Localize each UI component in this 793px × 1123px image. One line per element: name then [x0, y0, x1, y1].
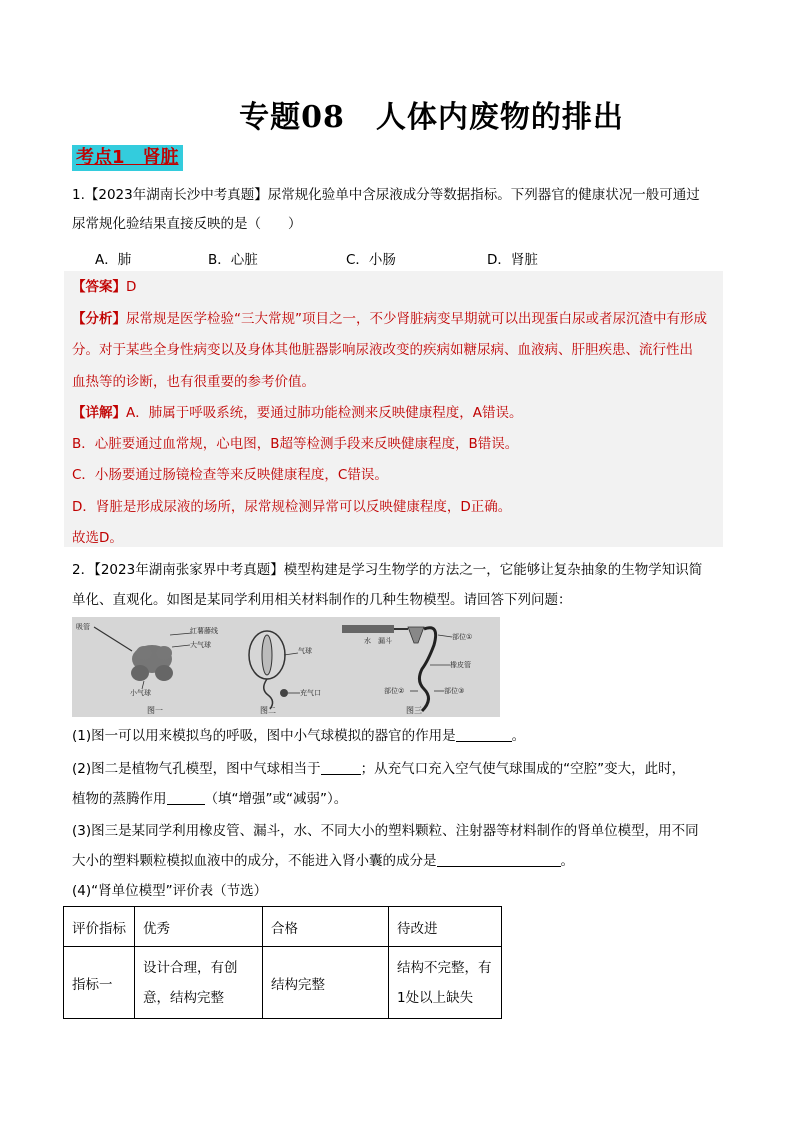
- table-cell-line: 结构不完整，有: [397, 959, 492, 976]
- q2-sub3-line2: [72, 852, 574, 870]
- q1-option-d: D．肾脏: [487, 252, 538, 268]
- q2-stem-line2: 单化、直观化。如图是某同学利用相关材料制作的几种生物模型。请回答下列问题：: [72, 592, 572, 608]
- fig1-label-small-balloon: 小气球: [130, 689, 151, 697]
- q1-analysis-line1: [72, 310, 707, 328]
- q2-sub2-text-d: （填“增强”或“减弱”）。: [204, 791, 348, 807]
- table-cell: 结构完整: [263, 947, 389, 1019]
- fig3-label-tube: 橡皮管: [450, 661, 471, 669]
- fig3-label-part1: 部位①: [452, 633, 473, 641]
- table-header-cell: 合格: [263, 907, 389, 947]
- q1-analysis-line3: 血热等的诊断，也有很重要的参考价值。: [72, 374, 315, 390]
- fig3-label-funnel: 漏斗: [378, 637, 392, 645]
- q1-detail-line2: B．心脏要通过血常规，心电图，B超等检测手段来反映健康程度，B错误。: [72, 436, 519, 452]
- fig3-caption: 图三: [406, 706, 422, 715]
- table-header-cell: 优秀: [135, 907, 263, 947]
- q1-detail-line1: [72, 404, 522, 422]
- table-header-cell: 待改进: [389, 907, 502, 947]
- fig1-label-big-balloon: 大气球: [190, 641, 211, 649]
- q1-option-c: C．小肠: [346, 252, 396, 268]
- fig1-caption: 图一: [147, 706, 163, 715]
- q1-conclusion: 故选D。: [72, 530, 123, 546]
- section-heading: 考点1 肾脏: [72, 145, 183, 171]
- q1-detail-line3: C．小肠要通过肠镜检查等来反映健康程度，C错误。: [72, 467, 388, 483]
- fig1-label-straw: 吸管: [76, 623, 90, 631]
- analysis-text: 尿常规是医学检验“三大常规”项目之一，不少肾脏病变早期就可以出现蛋白尿或者尿沉渣中有形成: [126, 311, 707, 327]
- answer-value: D: [126, 279, 137, 295]
- q2-stem-line1: 2．【2023年湖南张家界中考真题】模型构建是学习生物学的方法之一，它能够让复杂抽象的生物学知识简: [72, 562, 703, 578]
- q1-stem-line1: 1.【2023年湖南长沙中考真题】尿常规化验单中含尿液成分等数据指标。下列器官的健康状况一般可通过: [72, 187, 700, 203]
- fig3-label-part2: 部位②: [384, 687, 405, 695]
- page-title: 专题08 人体内废物的排出: [239, 100, 624, 135]
- model-figure: [72, 617, 500, 717]
- q2-sub3-end: 。: [560, 853, 574, 869]
- table-cell-line: 1处以上缺失: [397, 989, 474, 1006]
- q2-sub2-blank2[interactable]: [167, 790, 205, 805]
- q1-option-b: B．心脏: [208, 252, 258, 268]
- evaluation-table: [63, 906, 502, 1019]
- analysis-tag: 【分析】: [72, 311, 126, 327]
- q2-sub1-end: 。: [511, 728, 526, 744]
- fig2-caption: 图二: [260, 706, 276, 715]
- fig3-label-part3: 部位③: [444, 687, 465, 695]
- q2-sub3-blank[interactable]: [437, 852, 561, 867]
- q2-sub1-blank[interactable]: [456, 727, 512, 742]
- detail-tag: 【详解】: [72, 405, 126, 421]
- table-row: [64, 947, 502, 1019]
- q2-sub1-text: (1)图一可以用来模拟鸟的呼吸，图中小气球模拟的器官的作用是: [72, 728, 456, 744]
- fig1-label-thread: 红薯藤线: [190, 627, 218, 635]
- q1-detail-line4: D．肾脏是形成尿液的场所，尿常规检测异常可以反映健康程度，D正确。: [72, 499, 512, 515]
- q2-sub3-line1: (3)图三是某同学利用橡皮管、漏斗，水、不同大小的塑料颗粒、注射器等材料制作的肾单位模型，用不同: [72, 823, 699, 839]
- table-cell: [135, 947, 263, 1019]
- q2-sub1: [72, 727, 525, 745]
- fig2-label-balloon: 气球: [298, 647, 312, 655]
- answer-tag: 【答案】: [72, 279, 126, 295]
- q2-sub3-text: 大小的塑料颗粒模拟血液中的成分，不能进入肾小囊的成分是: [72, 853, 437, 869]
- table-header-row: [64, 907, 502, 947]
- fig2-label-inlet: 充气口: [300, 689, 321, 697]
- table-header-cell: 评价指标: [64, 907, 135, 947]
- q2-sub2-text-a: (2)图二是植物气孔模型，图中气球相当于: [72, 761, 321, 777]
- q2-sub2-text-b: ；从充气口充入空气使气球围成的“空腔”变大，此时，: [360, 761, 686, 777]
- q1-option-a: A．肺: [95, 252, 132, 268]
- q2-sub4: (4)“肾单位模型”评价表（节选）: [72, 883, 268, 899]
- q1-analysis-line2: 分。对于某些全身性病变以及身体其他脏器影响尿液改变的疾病如糖尿病、血液病、肝胆疾患、流行性出: [72, 342, 693, 358]
- q1-answer: [72, 278, 136, 296]
- q2-sub2-line2: [72, 790, 347, 808]
- q2-sub2-line1: [72, 760, 685, 778]
- q2-sub2-blank1[interactable]: [321, 760, 361, 775]
- model-figure-svg: [72, 617, 500, 717]
- table-cell-line: 设计合理，有创: [143, 959, 238, 976]
- table-cell-line: 意，结构完整: [143, 989, 224, 1006]
- detail-text: A．肺属于呼吸系统，要通过肺功能检测来反映健康程度，A错误。: [126, 405, 523, 421]
- q1-stem-line2: 尿常规化验结果直接反映的是（ ）: [72, 216, 302, 232]
- table-cell: 指标一: [64, 947, 135, 1019]
- q2-sub2-text-c: 植物的蒸腾作用: [72, 791, 167, 807]
- table-cell: [389, 947, 502, 1019]
- fig3-label-water: 水: [364, 637, 371, 645]
